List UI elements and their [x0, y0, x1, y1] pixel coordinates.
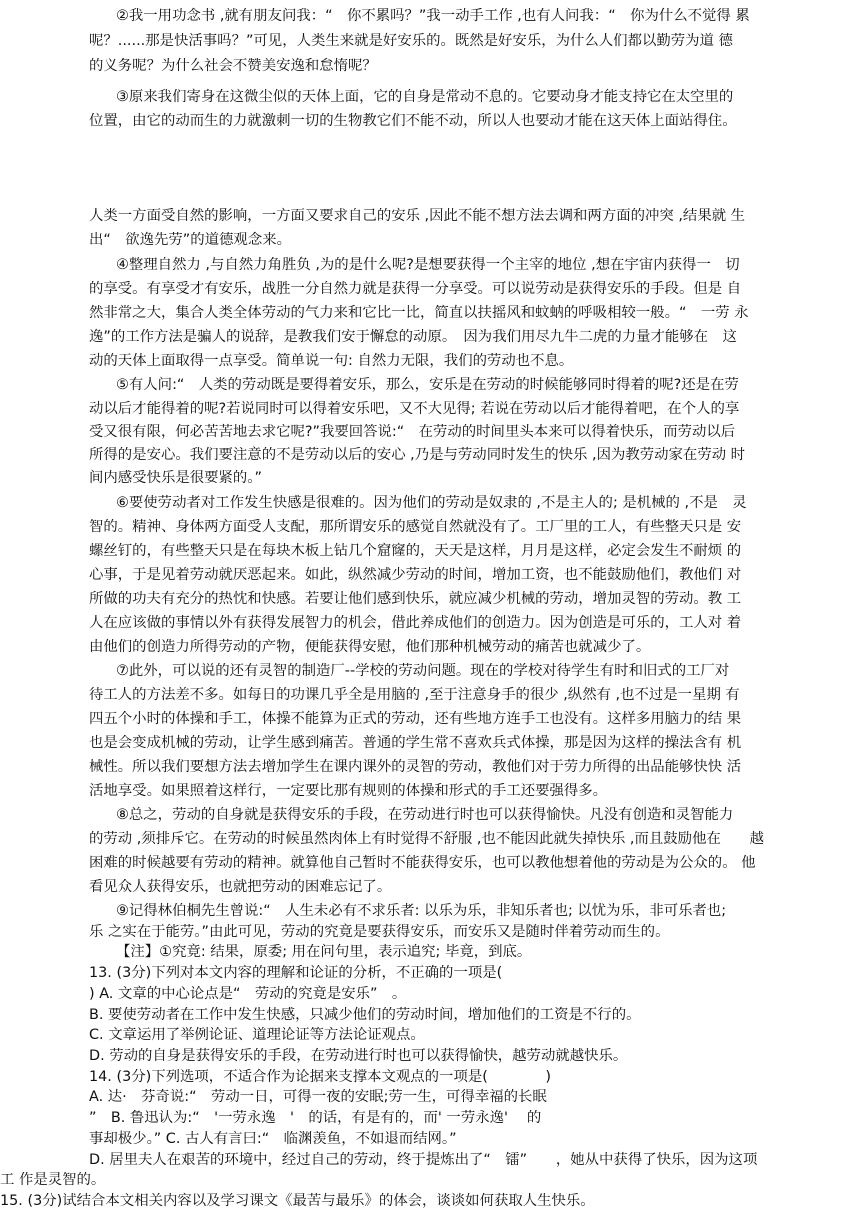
text-line: 出“ 欲逸先劳”的道德观念来。	[89, 232, 291, 248]
text-line: 困难的时候越要有劳动的精神。就算他自己暂时不能获得安乐，也可以教他想着他的劳动是为公众的。 他	[89, 855, 756, 871]
text-line: 所得的是安心。我们要注意的不是劳动以后的安心 ,乃是与劳动同时发生的快乐 ,因为教劳动家在劳动 时	[89, 447, 746, 463]
text-line: 间内感受快乐是很要紧的。”	[89, 470, 262, 486]
text-line: ⑤有人问:“ 人类的劳动既是要得着安乐，那么，安乐是在劳动的时候能够同时得着的呢?还是在劳	[116, 377, 739, 393]
text-line: 逸”的工作方法是骗人的说辞，是教我们安于懈怠的动原。 因为我们用尽九牛二虎的力量才能够在 这	[89, 329, 737, 345]
text-line: ⑨记得林伯桐先生曾说:“ 人生未必有不求乐者: 以乐为乐，非知乐者也; 以忧为乐，非可乐者也;	[116, 903, 727, 919]
question-14-option: 事却极少。” C. 古人有言曰:“ 临渊羡鱼，不如退而结网。”	[89, 1130, 457, 1147]
question-13: 13. (3分)下列对本文内容的理解和论证的分析，不正确的一项是(	[89, 965, 503, 982]
text-line: 位置，由它的动而生的力就激刺一切的生物教它们不能不动，所以人也要动才能在这天体上面站得住。	[89, 113, 737, 129]
text-line: ⑥要使劳动者对工作发生快感是很难的。因为他们的劳动是奴隶的 ,不是主人的; 是机械的 ,不是 灵	[116, 495, 747, 511]
text-line: 的义务呢？为什么社会不赞美安逸和怠惰呢？	[89, 58, 377, 74]
text-line: 螺丝钉的，有些整天只是在每块木板上钻几个窟窿的，天天是这样，月月是这样，必定会发生不耐烦 的	[89, 543, 742, 559]
text-line: 械性。所以我们要想方法去增加学生在课内课外的灵智的劳动，教他们对于劳力所得的出品能够快快 活	[89, 759, 742, 775]
text-line: 由他们的创造力所得劳动的产物，便能获得安慰，他们那种机械劳动的痛苦也就减少了。	[89, 639, 651, 655]
question-14: 14. (3分)下列选项，不适合作为论据来支撑本文观点的一项是( )	[89, 1068, 552, 1085]
text-line: 看见众人获得安乐，也就把劳动的困难忘记了。	[89, 879, 392, 895]
text-line: 待工人的方法差不多。如每日的功课几乎全是用脑的 ,至于注意身手的很少 ,纵然有 ,也不过是一星期 有	[89, 687, 740, 703]
text-line: 人在应该做的事情以外有获得发展智力的机会，借此养成他们的创造力。因为创造是可乐的，工人对 着	[89, 615, 742, 631]
text-line: 心事，于是见着劳动就厌恶起来。如此，纵然减少劳动的时间，增加工资，也不能鼓励他们，教他们 对	[89, 567, 742, 583]
question-13-option: ) A. 文章的中心论点是“ 劳动的究竟是安乐” 。	[89, 985, 407, 1002]
text-line: 的劳动 ,须排斥它。在劳动的时候虽然肉体上有时觉得不舒服 ,也不能因此就失掉快乐 ,而且鼓励他在 越	[89, 831, 765, 847]
text-line: 呢？......那是快活事吗？”可见，人类生来就是好安乐的。既然是好安乐，为什么人们都以勤劳为道 德	[89, 33, 733, 49]
question-14-option: D. 居里夫人在艰苦的环境中，经过自己的劳动，终于提炼出了“ 镭” ，她从中获得了快乐，因为这项	[89, 1151, 758, 1168]
text-line: ③原来我们寄身在这微尘似的天体上面，它的自身是常动不息的。它要动身才能支持它在太空里的	[116, 89, 734, 105]
text-line: ④整理自然力 ,与自然力角胜负 ,为的是什么呢?是想要获得一个主宰的地位 ,想在宇宙内获得一 切	[116, 257, 740, 273]
text-line: 乐 之实在于能劳。”由此可见，劳动的究竟是要获得安乐，而安乐又是随时伴着劳动而生的。	[89, 923, 670, 940]
question-14-option: A. 达· 芬奇说:“ 劳动一日，可得一夜的安眠;劳一生，可得幸福的长眠	[89, 1089, 547, 1106]
question-13-option: D. 劳动的自身是获得安乐的手段，在劳动进行时也可以获得愉快，越劳动就越快乐。	[89, 1048, 628, 1064]
text-line: 活地享受。如果照着这样行，一定要比那有规则的体操和形式的手工还要强得多。	[89, 783, 608, 799]
text-line: 四五个小时的体操和手工，体操不能算为正式的劳动，还有些地方连手工也没有。这样多用脑力的结 果	[89, 711, 742, 727]
text-line: 所做的功夫有充分的热忱和快感。若要让他们感到快乐，就应减少机械的劳动，增加灵智的劳动。教 工	[89, 591, 742, 607]
question-15: 15. (3分)试结合本文相关内容以及学习课文《最苦与最乐》的体会，谈谈如何获取人生快乐。	[0, 1193, 595, 1209]
question-13-option: B. 要使劳动者在工作中发生快感，只减少他们的劳动时间，增加他们的工资是不行的。	[89, 1006, 641, 1023]
text-line: 动以后才能得着的呢?若说同时可以得着安乐吧，又不大见得; 若说在劳动以后才能得着吧，在个人的享	[89, 401, 740, 417]
text-line: 人类一方面受自然的影响，一方面又要求自己的安乐 ,因此不能不想方法去调和两方面的冲突 ,结果就 生	[89, 208, 746, 224]
text-line: ⑦此外，可以说的还有灵智的制造厂--学校的劳动问题。现在的学校对待学生有时和旧式的工厂对	[116, 663, 730, 679]
text-line: 的享受。有享受才有安乐，战胜一分自然力就是获得一分享受。可以说劳动是获得安乐的手段。但是 自	[89, 281, 742, 297]
text-line: 也是会变成机械的劳动，让学生感到痛苦。普通的学生常不喜欢兵式体操，那是因为这样的操法含有 机	[89, 735, 742, 751]
question-14-option: 工 作是灵智的。	[0, 1172, 106, 1189]
question-13-option: C. 文章运用了举例论证、道理论证等方法论证观点。	[89, 1027, 425, 1044]
text-line: ②我一用功念书 ,就有朋友问我：“ 你不累吗？”我一动手工作 ,也有人问我：“ 你为什么不觉得 累	[116, 8, 750, 24]
text-line: 受又很有限，何必苦苦地去求它呢?”我要回答说:“ 在劳动的时间里头本来可以得着快乐，而劳动以后	[89, 424, 736, 440]
text-line: 智的。精神、身体两方面受人支配，那所谓安乐的感觉自然就没有了。工厂里的工人，有些整天只是 安	[89, 519, 742, 535]
note: 【注】①究竟: 结果，原委; 用在问句里，表示追究; 毕竟，到底。	[116, 944, 532, 961]
text-line: 然非常之大，集合人类全体劳动的气力来和它比一比，简直以扶摇风和蚊蚋的呼吸相较一般。“ 一劳 永	[89, 305, 749, 321]
question-14-option: ” B. 鲁迅认为:“ '一劳永逸 ' 的话，有是有的，而' 一劳永逸' 的	[89, 1110, 542, 1127]
text-line: 动的天体上面取得一点享受。简单说一句: 自然力无限，我们的劳动也不息。	[89, 353, 574, 369]
text-line: ⑧总之，劳动的自身就是获得安乐的手段，在劳动进行时也可以获得愉快。凡没有创造和灵智能力	[116, 807, 734, 823]
